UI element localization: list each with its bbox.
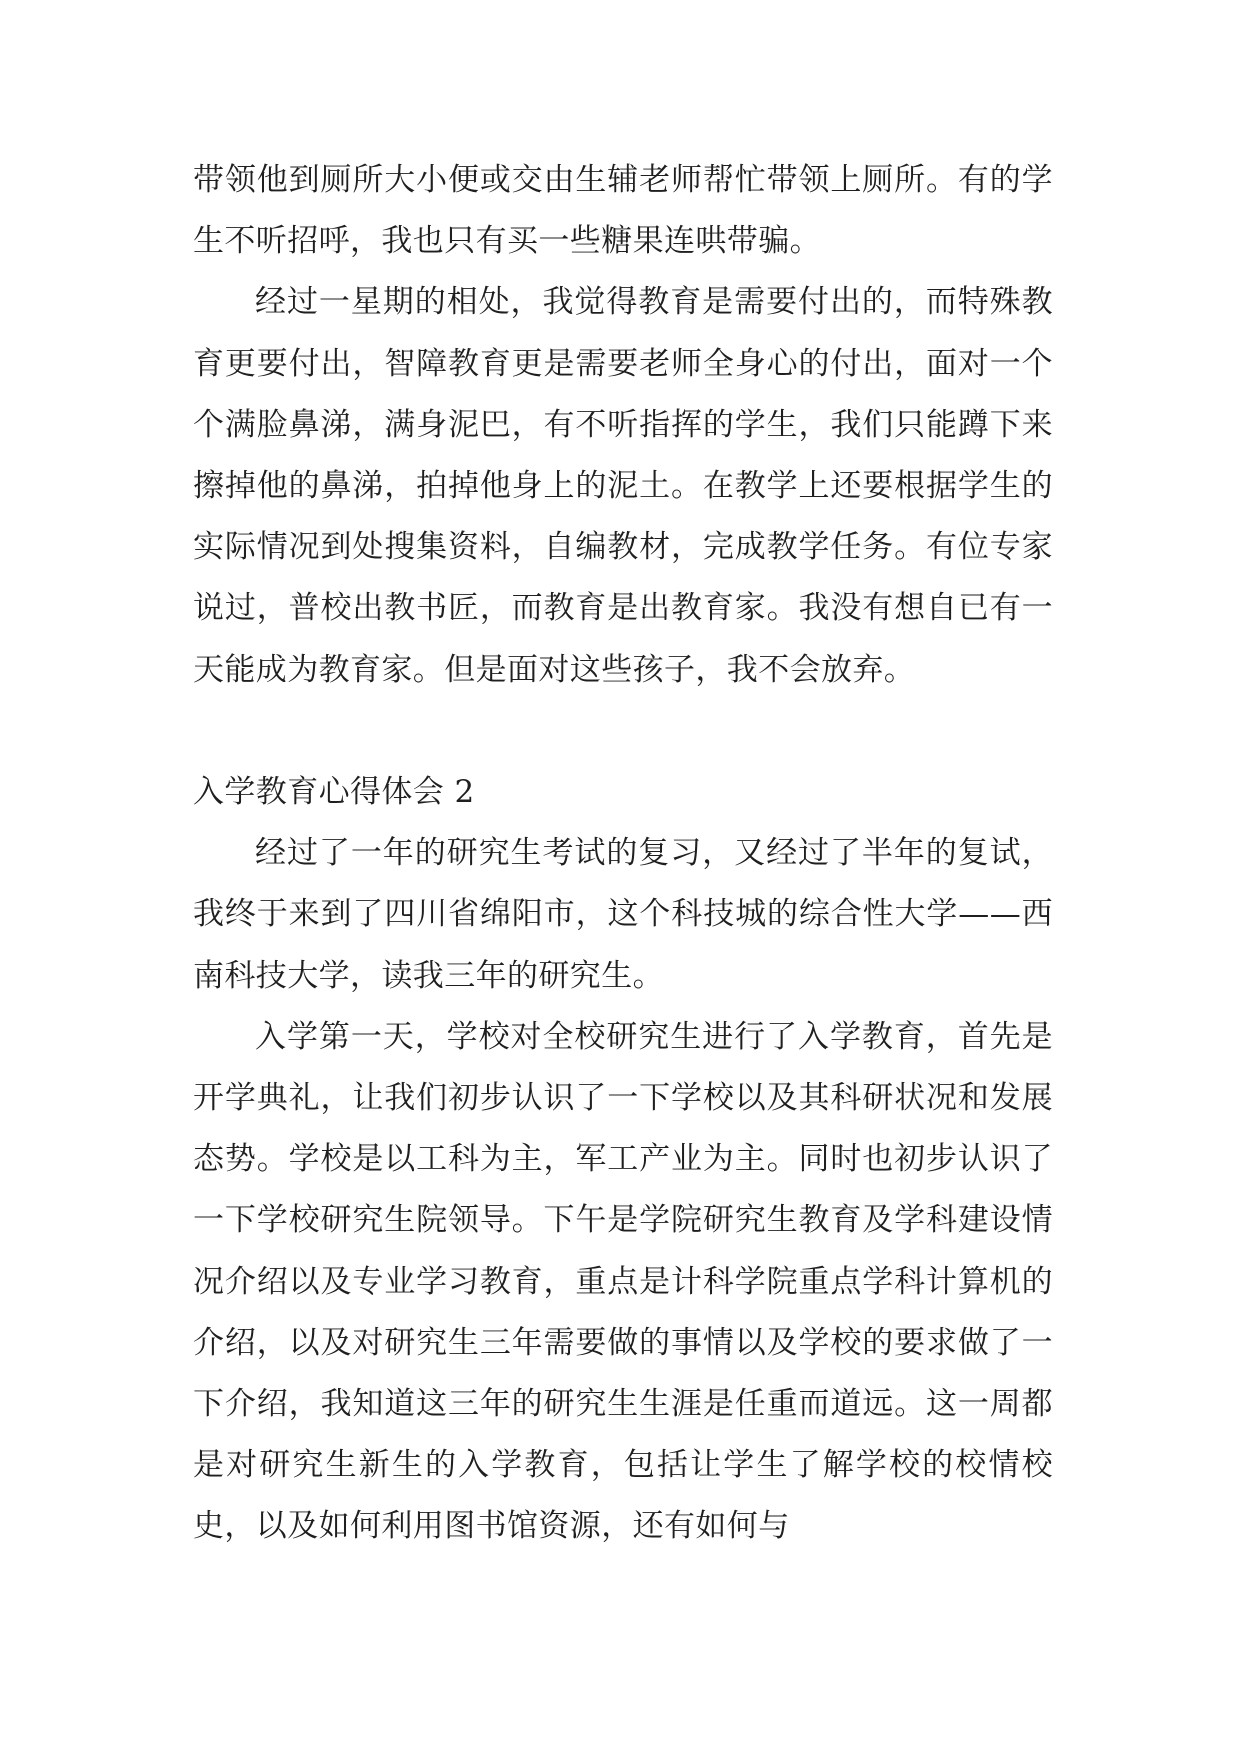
paragraph-continued: 带领他到厕所大小便或交由生辅老师帮忙带领上厕所。有的学生不听招呼，我也只有买一些糖果连哄带骗。 [193, 162, 1053, 260]
section-spacer [193, 701, 1053, 762]
paragraph-first-day: 入学第一天，学校对全校研究生进行了入学教育，首先是开学典礼，让我们初步认识了一下学校以及其科研状况和发展态势。学校是以工科为主，军工产业为主。同时也初步认识了一下学校研究生院领导。下午是学院研究生教育及学科建设情况介绍以及专业学习教育，重点是计科学院重点学科计算机的介绍，以及对研究生三年需要做的事情以及学校的要求做了一下介绍，我知道这三年的研究生生涯是任重而道远。这一周都是对研究生新生的入学教育，包括让学生了解学校的校情校史，以及如何利用图书馆资源，还有如何与 [193, 1018, 1053, 1545]
document-body [193, 150, 1053, 1558]
section-heading: 入学教育心得体会 2 [193, 774, 475, 811]
paragraph-reflection: 经过一星期的相处，我觉得教育是需要付出的，而特殊教育更要付出，智障教育更是需要老师全身心的付出，面对一个个满脸鼻涕，满身泥巴，有不听指挥的学生，我们只能蹲下来擦掉他的鼻涕，拍掉他身上的泥土。在教学上还要根据学生的实际情况到处搜集资料，自编教材，完成教学任务。有位专家说过，普校出教书匠，而教育是出教育家。我没有想自已有一天能成为教育家。但是面对这些孩子，我不会放弃。 [193, 284, 1053, 688]
paragraph-intro: 经过了一年的研究生考试的复习，又经过了半年的复试，我终于来到了四川省绵阳市，这个科技城的综合性大学——西南科技大学，读我三年的研究生。 [193, 835, 1053, 994]
